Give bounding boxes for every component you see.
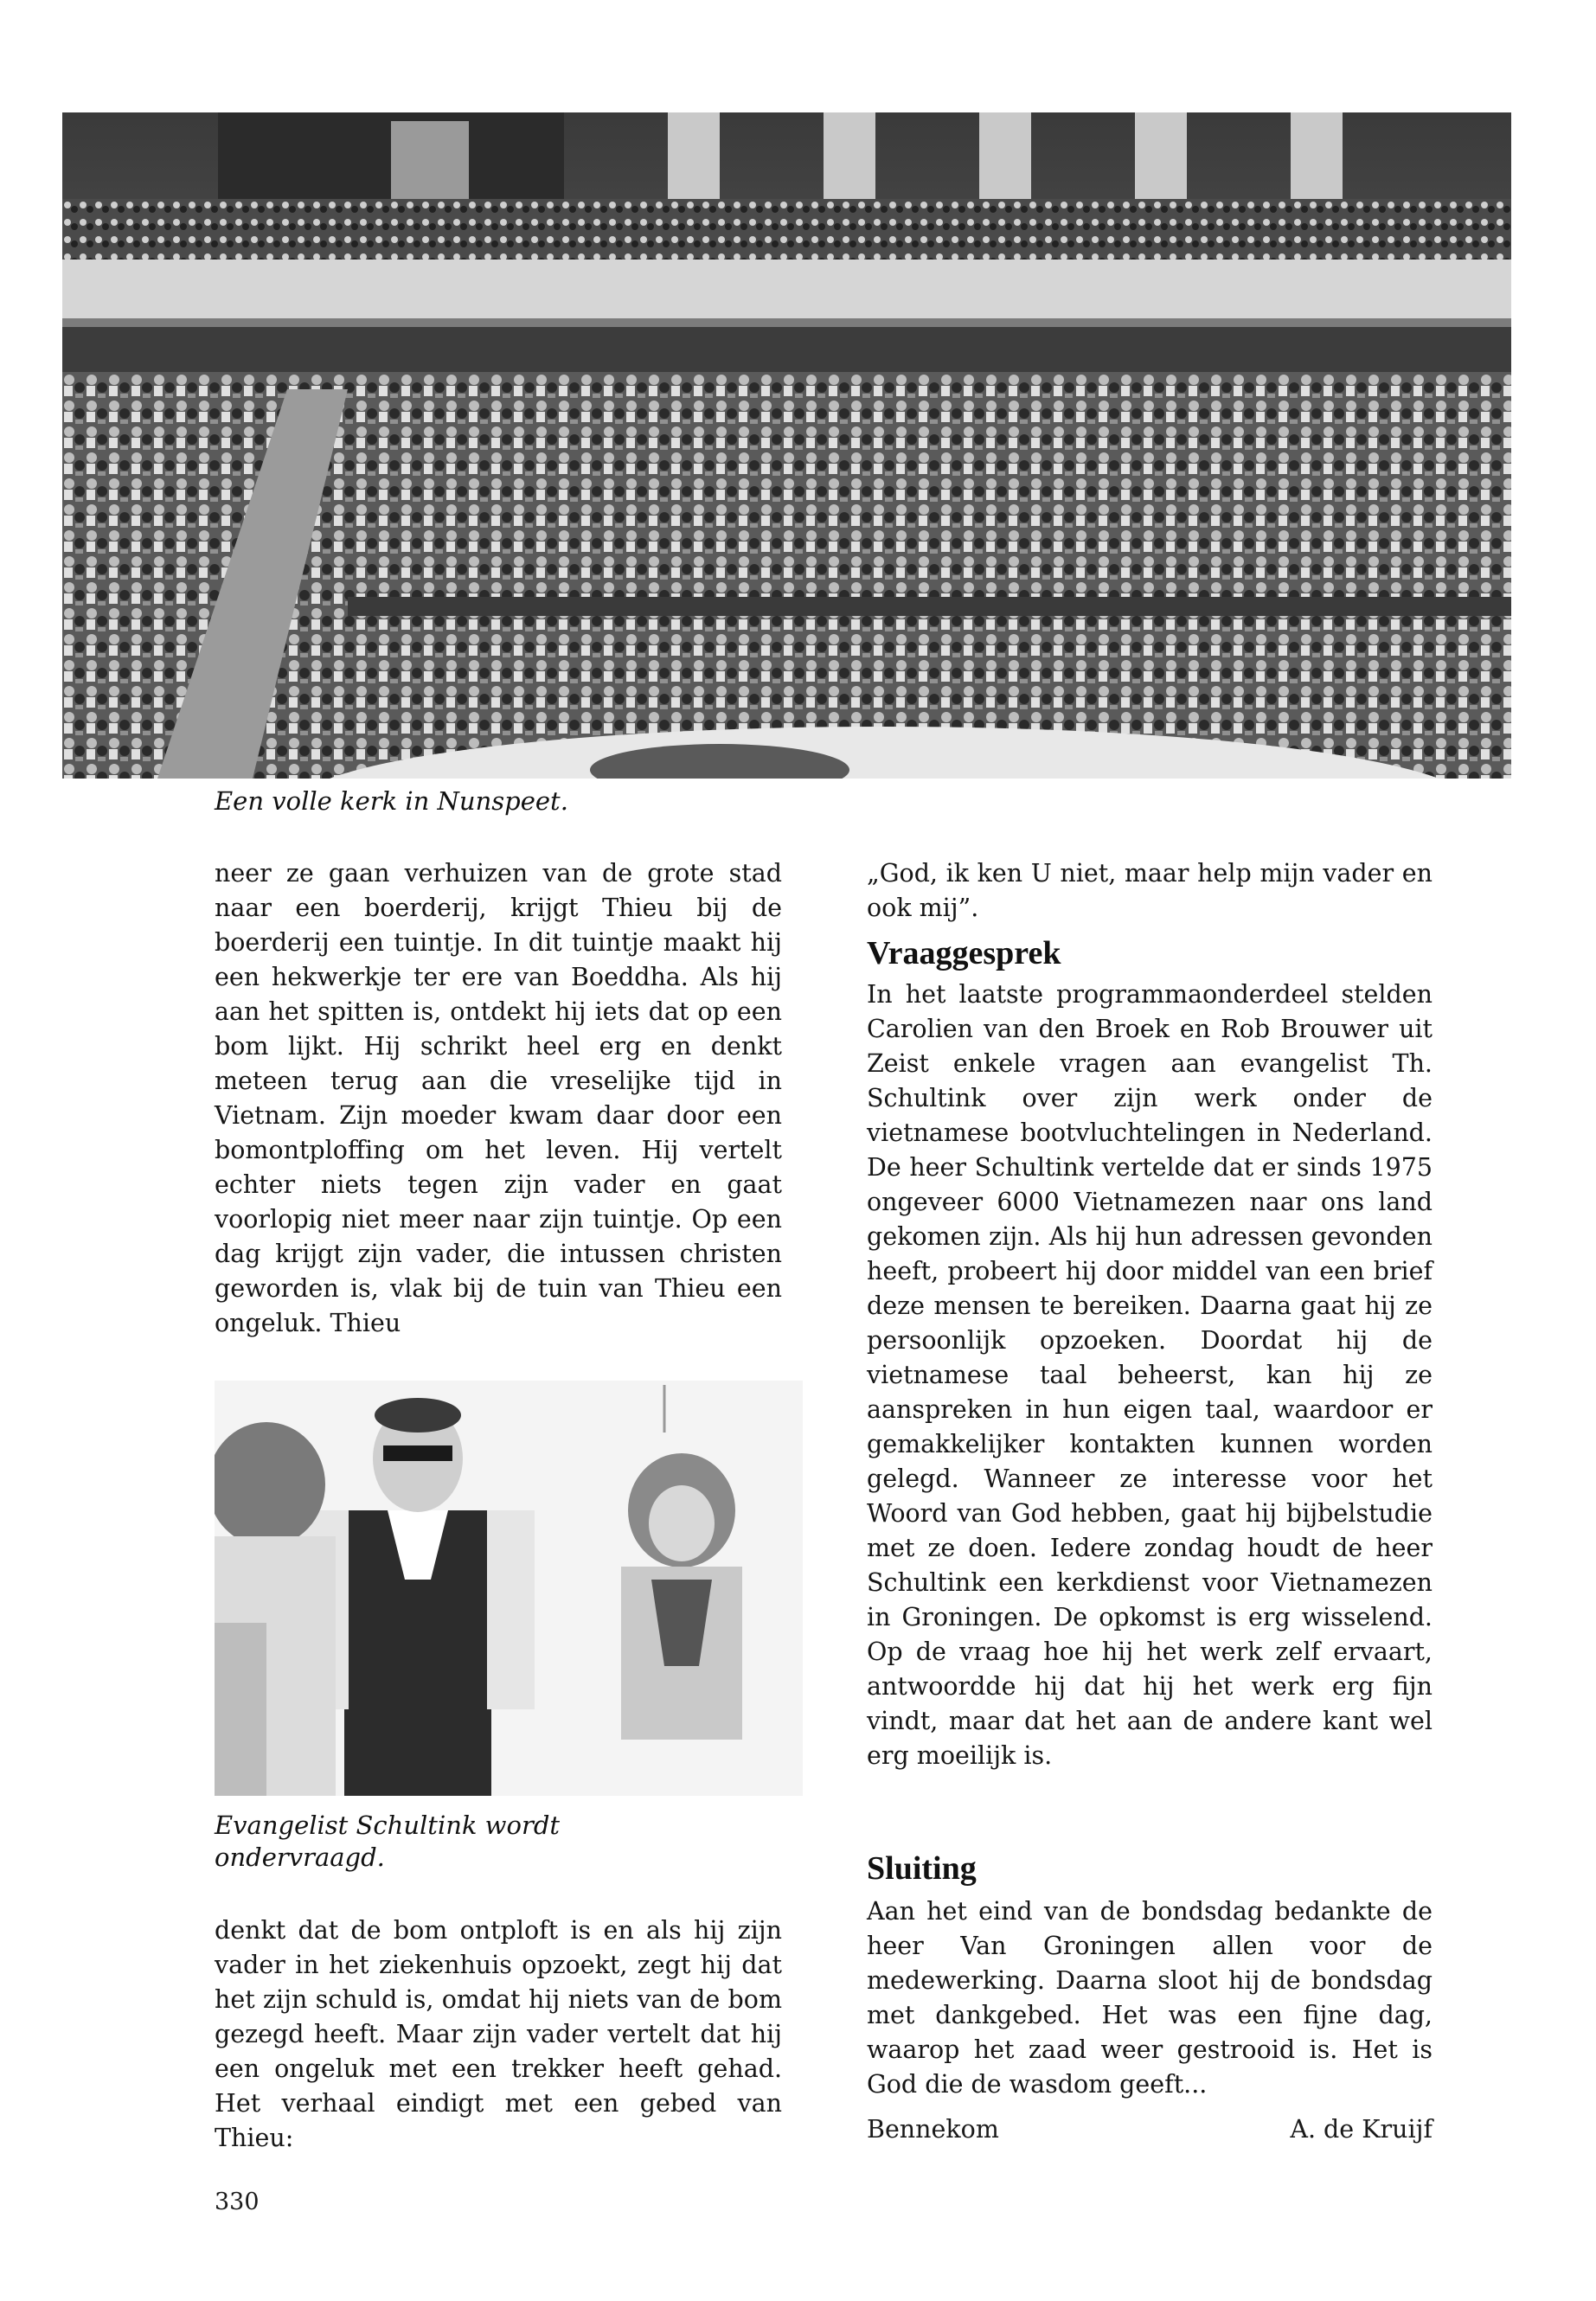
- interview-image: [215, 1381, 803, 1796]
- paragraph-thieu-story: neer ze gaan verhuizen van de grote stad naar een boerderij, krijgt Thieu bij de boerderij een tuintje. In dit tuintje maakt hij een hekwerkje ter ere van Boeddha. Als hij aan het spitten is, ontdekt hij iets dat op een bom lijkt. Hij schrikt heel erg en denkt meteen terug aan die vreselijke tijd in Vietnam. Zijn moeder kwam daar door een bomontploffing om het leven. Hij vertelt echter niets tegen zijn vader en gaat voorlopig niet meer naar zijn tuintje. Op een dag krijgt zijn vader, die intussen christen geworden is, vlak bij de tuin van Thieu een ongeluk. Thieu: [215, 859, 782, 1337]
- paragraph-prayer: „God, ik ken U niet, maar help mijn vader en ook mij”.: [867, 859, 1433, 922]
- signature-place: Bennekom: [867, 2115, 999, 2144]
- photo2-caption-line2: ondervraagd.: [215, 1843, 385, 1872]
- paragraph-thieu-ending: denkt dat de bom ontploft is en als hij zijn vader in het ziekenhuis opzoekt, zegt hij dat het zijn schuld is, omdat hij niets van de bom gezegd heeft. Maar zijn vader vertelt dat hij een ongeluk met een trekker heeft gehad. Het verhaal eindigt met een gebed van Thieu:: [215, 1916, 782, 2152]
- right-column-interview: [867, 977, 1433, 1773]
- photo2-caption-line1: Evangelist Schultink wordt: [215, 1811, 561, 1840]
- photo2-caption: [215, 1810, 560, 1874]
- paragraph-interview: In het laatste programmaonderdeel stelden Carolien van den Broek en Rob Brouwer uit Zeist enkele vragen aan evangelist Th. Schultink over zijn werk onder de vietnamese bootvluchtelingen in Nederland. De heer Schultink vertelde dat er sinds 1975 ongeveer 6000 Vietnamezen naar ons land gekomen zijn. Als hij hun adressen gevonden heeft, probeert hij door middel van een brief deze mensen te bereiken. Daarna gaat hij ze persoonlijk opzoeken. Doordat hij de vietnamese taal beheerst, kan hij ze aanspreken in hun eigen taal, waardoor er gemakkelijker kontakten kunnen worden gelegd. Wanneer ze interesse voor het Woord van God hebben, gaat hij bijbelstudie met ze doen. Iedere zondag houdt de heer Schultink een kerkdienst voor Vietnamezen in Groningen. De opkomst is erg wisselend. Op de vraag hoe hij het werk zelf ervaart, antwoordde hij dat hij het werk erg fijn vindt, maar dat het aan de andere kant wel erg moeilijk is.: [867, 980, 1433, 1770]
- photo1-caption: Een volle kerk in Nunspeet.: [215, 786, 568, 816]
- signature-author: A. de Kruijf: [1290, 2115, 1433, 2144]
- left-column-bottom-text: [215, 1913, 782, 2156]
- right-column-prayer: [867, 856, 1433, 926]
- left-column-top-text: [215, 856, 782, 1341]
- heading-vraaggesprek: Vraaggesprek: [867, 935, 1061, 971]
- heading-sluiting: Sluiting: [867, 1850, 977, 1887]
- right-column-closing: [867, 1894, 1433, 2102]
- church-crowd-image: [62, 112, 1511, 779]
- interview-photo: [215, 1381, 803, 1796]
- church-crowd-photo: [62, 112, 1511, 779]
- page-number: 330: [215, 2189, 260, 2215]
- paragraph-closing: Aan het eind van de bondsdag bedankte de heer Van Groningen allen voor de medewerking. Daarna sloot hij de bondsdag met dankgebed. Het was een fijne dag, waarop het zaad weer gestrooid is. Het is God die de wasdom geeft...: [867, 1897, 1433, 2099]
